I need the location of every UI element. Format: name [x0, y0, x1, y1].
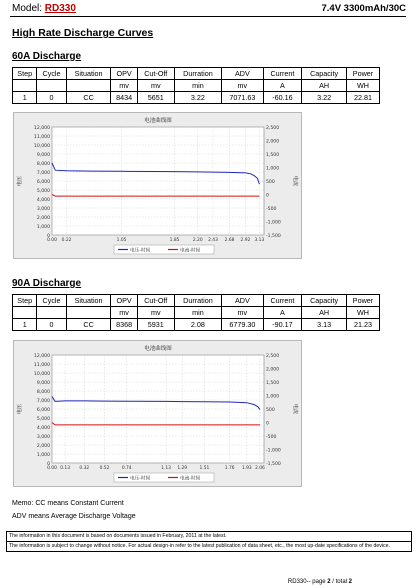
th-adv: ADV — [222, 295, 264, 307]
page-total: 2 — [348, 579, 352, 585]
y2-tick-label: -1,000 — [266, 220, 281, 226]
y2-tick-label: 1,500 — [266, 380, 280, 386]
x-tick-label: 2.92 — [240, 238, 251, 243]
th-opv: OPV — [111, 295, 137, 307]
th-power: Power — [346, 68, 379, 80]
unit-cell: A — [263, 80, 302, 92]
y-tick-label: 7,000 — [36, 170, 50, 176]
y-tick-label: 2,000 — [36, 215, 50, 221]
y-tick-label: 4,000 — [36, 425, 50, 431]
y-tick-label: 3,000 — [36, 434, 50, 440]
x-tick-label: 1.51 — [199, 466, 210, 471]
x-tick-label: 2.43 — [208, 238, 218, 243]
y2-tick-label: 2,500 — [266, 353, 280, 359]
th-cutoff: Cut-Off — [137, 295, 174, 307]
th-opv: OPV — [111, 68, 137, 80]
unit-cell: WH — [346, 80, 379, 92]
cell: 22.81 — [346, 92, 379, 104]
y2-axis-label: 电流 — [292, 403, 298, 415]
y2-tick-label: 0 — [266, 421, 269, 427]
cell: 8368 — [111, 319, 137, 331]
y-tick-label: 0 — [47, 461, 50, 467]
unit-cell: mv — [137, 80, 174, 92]
x-tick-label: 1.85 — [169, 238, 180, 243]
x-tick-label: 2.68 — [224, 238, 235, 243]
y-axis-label: 电压 — [17, 403, 23, 415]
unit-cell — [37, 80, 66, 92]
th-cycle: Cycle — [37, 295, 66, 307]
unit-cell — [66, 80, 111, 92]
x-tick-label: 0.32 — [79, 466, 90, 471]
table-row — [13, 92, 380, 104]
y-axis-label: 电压 — [17, 175, 23, 187]
unit-cell: WH — [346, 307, 379, 319]
unit-cell: AH — [302, 80, 347, 92]
unit-cell: min — [174, 307, 221, 319]
cell: 21.23 — [346, 319, 379, 331]
th-capacity: Capacity — [302, 295, 347, 307]
th-situation: Situation — [66, 68, 111, 80]
x-tick-label: 1.29 — [177, 466, 188, 471]
y2-tick-label: -500 — [266, 434, 277, 440]
th-adv: ADV — [222, 68, 264, 80]
y2-tick-label: -1,500 — [266, 461, 281, 467]
y-tick-label: 4,000 — [36, 197, 50, 203]
y-tick-label: 12,000 — [33, 353, 50, 359]
battery-spec: 7.4V 3300mAh/30C — [321, 3, 406, 14]
y2-tick-label: 1,000 — [266, 166, 280, 172]
y-tick-label: 11,000 — [33, 134, 50, 140]
y-tick-label: 10,000 — [33, 143, 50, 149]
th-duration: Durration — [174, 295, 221, 307]
x-tick-label: 0.13 — [60, 466, 71, 471]
th-step: Step — [13, 295, 37, 307]
y-tick-label: 3,000 — [36, 206, 50, 212]
x-tick-label: 0.22 — [61, 238, 72, 243]
section-heading-60a: 60A Discharge — [12, 51, 82, 62]
unit-cell — [37, 307, 66, 319]
unit-cell: AH — [302, 307, 347, 319]
y2-tick-label: -1,500 — [266, 233, 281, 239]
legend-entry: 电流-时间 — [180, 476, 201, 482]
y2-tick-label: 2,000 — [266, 367, 280, 373]
y-tick-label: 2,000 — [36, 443, 50, 449]
page-doc: RD330 — [287, 579, 307, 585]
cell: 7071.63 — [222, 92, 264, 104]
chart-svg-60a — [14, 113, 301, 258]
th-current: Current — [263, 68, 302, 80]
page-title: High Rate Discharge Curves — [12, 27, 154, 39]
discharge-chart-90a — [13, 340, 302, 487]
spec-table-60a — [12, 67, 380, 104]
chart-title: 电池曲线图 — [144, 346, 172, 352]
cell: CC — [66, 92, 111, 104]
discharge-chart-60a — [13, 112, 302, 259]
x-tick-label: 0.00 — [47, 238, 57, 243]
table-header-row — [13, 68, 380, 80]
cell: 2.08 — [174, 319, 221, 331]
y-tick-label: 12,000 — [33, 125, 50, 131]
model-value: RD330 — [44, 3, 76, 14]
x-tick-label: 3.13 — [254, 238, 265, 243]
header-rule — [10, 16, 406, 17]
unit-cell: mv — [222, 80, 264, 92]
cell: 1 — [13, 92, 37, 104]
x-tick-label: 1.13 — [161, 466, 171, 471]
disclaimer-line-2: The information is subject to change without notice. For actual design-in refer to the latest publication of data sheet, etc., the most up-date specifications of the device. — [9, 543, 390, 549]
page-current: 2 — [327, 579, 331, 585]
memo-line-2: ADV means Average Discharge Voltage — [12, 513, 136, 520]
th-cutoff: Cut-Off — [137, 68, 174, 80]
y-tick-label: 9,000 — [36, 152, 50, 158]
th-duration: Durration — [174, 68, 221, 80]
y2-tick-label: -1,000 — [266, 448, 281, 454]
table-unit-row — [13, 307, 380, 319]
y2-tick-label: 500 — [266, 407, 275, 413]
cell: 0 — [37, 319, 66, 331]
table-unit-row — [13, 80, 380, 92]
model-prefix: Model: — [12, 3, 45, 14]
legend-entry: 电流-时间 — [180, 248, 201, 254]
unit-cell: min — [174, 80, 221, 92]
unit-cell: mv — [111, 80, 137, 92]
cell: 8434 — [111, 92, 137, 104]
unit-cell — [66, 307, 111, 319]
legend-entry: 电压-时间 — [130, 476, 151, 482]
y-tick-label: 7,000 — [36, 398, 50, 404]
y-tick-label: 9,000 — [36, 380, 50, 386]
y2-tick-label: 2,000 — [266, 139, 280, 145]
model-line — [12, 3, 76, 14]
x-tick-label: 1.05 — [116, 238, 127, 243]
cell: 6779.30 — [222, 319, 264, 331]
y2-tick-label: 1,000 — [266, 394, 280, 400]
th-cycle: Cycle — [37, 68, 66, 80]
y-tick-label: 6,000 — [36, 407, 50, 413]
unit-cell: A — [263, 307, 302, 319]
page-sep-2: / total — [330, 579, 349, 585]
th-power: Power — [346, 295, 379, 307]
y-tick-label: 1,000 — [36, 452, 50, 458]
y2-tick-label: 500 — [266, 179, 275, 185]
cell: -90.17 — [263, 319, 302, 331]
memo-line-1: Memo: CC means Constant Current — [12, 500, 124, 507]
cell: -60.16 — [263, 92, 302, 104]
unit-cell — [13, 80, 37, 92]
page-sep-1: -- page — [306, 579, 328, 585]
y2-tick-label: -500 — [266, 206, 277, 212]
spec-table-90a — [12, 294, 380, 331]
x-tick-label: 1.93 — [241, 466, 252, 471]
cell: 1 — [13, 319, 37, 331]
y-tick-label: 6,000 — [36, 179, 50, 185]
y-tick-label: 11,000 — [33, 362, 50, 368]
unit-cell: mv — [111, 307, 137, 319]
cell: 5651 — [137, 92, 174, 104]
disclaimer-box — [6, 531, 412, 552]
cell: 3.22 — [174, 92, 221, 104]
cell: 3.13 — [302, 319, 347, 331]
y-tick-label: 10,000 — [33, 371, 50, 377]
y-tick-label: 0 — [47, 233, 50, 239]
th-situation: Situation — [66, 295, 111, 307]
y2-tick-label: 2,500 — [266, 125, 280, 131]
unit-cell: mv — [137, 307, 174, 319]
table-header-row — [13, 295, 380, 307]
y2-axis-label: 电流 — [292, 175, 298, 187]
y2-tick-label: 1,500 — [266, 152, 280, 158]
y-tick-label: 5,000 — [36, 188, 50, 194]
y-tick-label: 1,000 — [36, 224, 50, 230]
y-tick-label: 8,000 — [36, 389, 50, 395]
unit-cell: mv — [222, 307, 264, 319]
x-tick-label: 2.06 — [255, 466, 265, 471]
th-capacity: Capacity — [302, 68, 347, 80]
th-current: Current — [263, 295, 302, 307]
x-tick-label: 1.76 — [224, 466, 235, 471]
disclaimer-line-1: The information in this document is based on documents issued in February, 2011 at the latest. — [7, 532, 411, 542]
legend-entry: 电压-时间 — [130, 248, 151, 254]
x-tick-label: 0.52 — [99, 466, 110, 471]
chart-svg-90a — [14, 341, 301, 486]
cell: 3.22 — [302, 92, 347, 104]
cell: 0 — [37, 92, 66, 104]
chart-title: 电池曲线图 — [144, 118, 172, 124]
cell: CC — [66, 319, 111, 331]
cell: 5931 — [137, 319, 174, 331]
x-tick-label: 2.20 — [192, 238, 203, 243]
y2-tick-label: 0 — [266, 193, 269, 199]
y-tick-label: 8,000 — [36, 161, 50, 167]
y-tick-label: 5,000 — [36, 416, 50, 422]
x-tick-label: 0.00 — [47, 466, 57, 471]
table-row — [13, 319, 380, 331]
th-step: Step — [13, 68, 37, 80]
page-number — [288, 579, 352, 585]
unit-cell — [13, 307, 37, 319]
section-heading-90a: 90A Discharge — [12, 278, 82, 289]
x-tick-label: 0.74 — [121, 466, 132, 471]
